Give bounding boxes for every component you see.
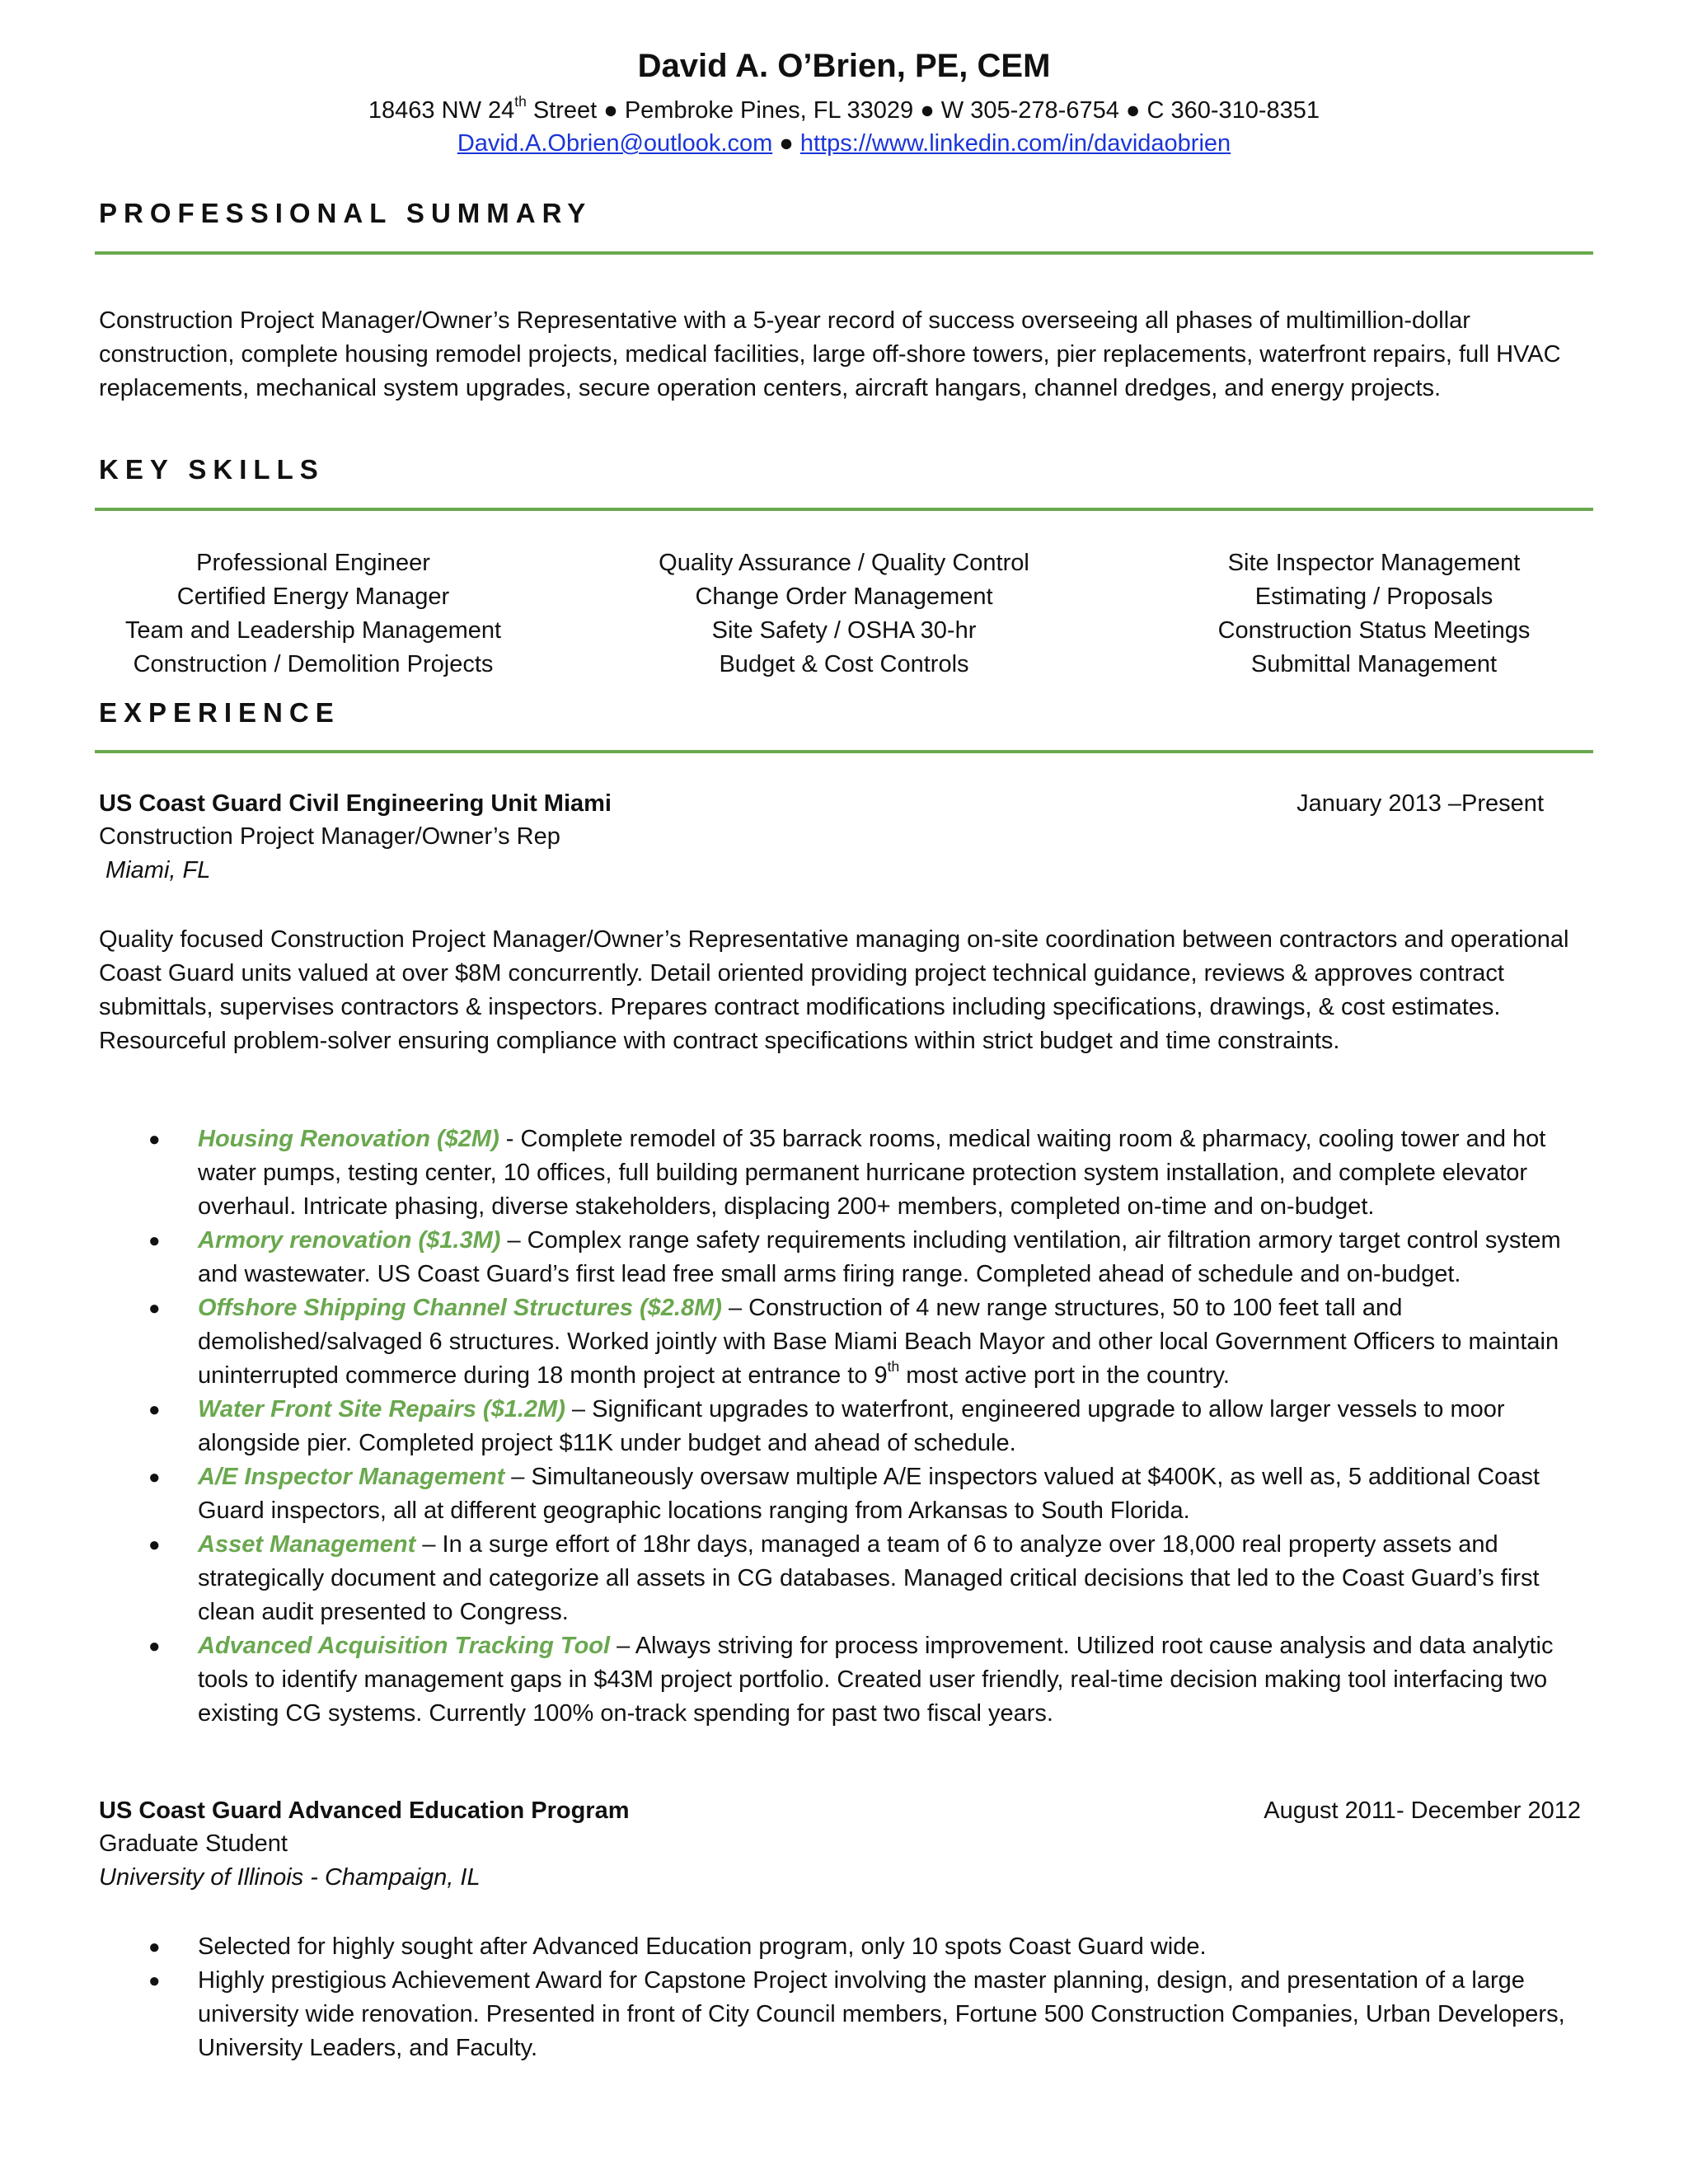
list-item bbox=[99, 1224, 1582, 1291]
bullet-icon: ● bbox=[148, 1936, 161, 1958]
achievement-text: - Complete remodel of 35 barrack rooms, medical waiting room & pharmacy, cooling tower and hot water pumps, testing center, 10 offices, full building permanent hurricane protection system installation, and complete elevator overhaul. Intricate phasing, diverse stakeholders, displacing 200+ members, completed on-time and on-budget. bbox=[198, 1126, 1546, 1220]
resume-name: David A. O’Brien, PE, CEM bbox=[637, 48, 1051, 84]
achievement-heading: Asset Management bbox=[198, 1531, 416, 1558]
job-achievements bbox=[99, 1122, 1582, 1731]
skills-heading: KEY SKILLS bbox=[99, 454, 325, 485]
address-rest: Street ● Pembroke Pines, FL 33029 ● W 305-278-6754 ● C 360-310-8351 bbox=[526, 97, 1320, 124]
achievement-heading: Water Front Site Repairs ($1.2M) bbox=[198, 1396, 565, 1422]
bullet-icon: ● bbox=[148, 1534, 161, 1556]
summary-text: Construction Project Manager/Owner’s Representative with a 5-year record of success overseeing all phases of multimillion-dollar construction, complete housing remodel projects, medical facilities, large off-shore towers, pier replacements, waterfront repairs, full HVAC replacements, mechanical system upgrades, secure operation centers, aircraft hangars, channel dredges, and energy projects. bbox=[99, 307, 1561, 401]
ordinal-suffix: th bbox=[887, 1357, 900, 1375]
achievement-text: – Always striving for process improvement. Utilized root cause analysis and data analytic tools to identify management gaps in $43M project portfolio. Created user friendly, real-time decision making tool interfacing two existing CG systems. Currently 100% on-track spending for past two fiscal years. bbox=[198, 1633, 1554, 1727]
job-achievements bbox=[99, 1930, 1582, 2065]
skill-item: Construction / Demolition Projects bbox=[133, 651, 494, 677]
achievement-text: – Simultaneously oversaw multiple A/E inspectors valued at $400K, as well as, 5 additional Coast Guard inspectors, all at different geographic locations ranging from Arkansas to South Florida. bbox=[198, 1464, 1540, 1524]
bullet-icon: ● bbox=[148, 1128, 161, 1151]
achievement-text-tail: most active port in the country. bbox=[899, 1362, 1230, 1389]
achievement-heading: Offshore Shipping Channel Structures ($2.8M) bbox=[198, 1295, 722, 1321]
skill-item: Change Order Management bbox=[695, 583, 993, 610]
achievement-heading: Housing Renovation ($2M) bbox=[198, 1126, 499, 1152]
job-title: Graduate Student bbox=[99, 1830, 288, 1857]
skill-item: Site Inspector Management bbox=[1227, 550, 1521, 576]
experience-heading: EXPERIENCE bbox=[99, 697, 340, 728]
linkedin-link[interactable]: https://www.linkedin.com/in/davidaobrien bbox=[799, 130, 1231, 157]
list-item bbox=[99, 1930, 1582, 1964]
skills-column-3 bbox=[1176, 546, 1572, 682]
skill-item: Site Safety / OSHA 30-hr bbox=[711, 617, 977, 644]
job-title: Construction Project Manager/Owner’s Rep bbox=[99, 823, 560, 850]
achievement-text: – Complex range safety requirements including ventilation, air filtration armory target control system and wastewater. US Coast Guard’s first lead free small arms firing range. Completed ahead of schedule and on-budget. bbox=[198, 1227, 1561, 1287]
achievement-text: Highly prestigious Achievement Award for Capstone Project involving the master planning, design, and presentation of a large university wide renovation. Presented in front of City Council members, Fortune 500 Construction Companies, Urban Developers, University Leaders, and Faculty. bbox=[198, 1967, 1565, 2061]
links-separator: ● bbox=[772, 130, 800, 157]
skill-item: Quality Assurance / Quality Control bbox=[659, 550, 1029, 576]
skills-divider bbox=[95, 508, 1593, 511]
bullet-icon: ● bbox=[148, 1970, 161, 1992]
summary-divider bbox=[95, 251, 1593, 255]
list-item bbox=[99, 1122, 1582, 1224]
bullet-icon: ● bbox=[148, 1466, 161, 1488]
skill-item: Estimating / Proposals bbox=[1254, 583, 1493, 610]
skills-column-2 bbox=[613, 546, 1075, 682]
list-item bbox=[99, 1393, 1582, 1460]
skill-item: Construction Status Meetings bbox=[1217, 617, 1531, 644]
skill-item: Team and Leadership Management bbox=[124, 617, 502, 644]
list-item bbox=[99, 1528, 1582, 1629]
job-dates: January 2013 –Present bbox=[1296, 790, 1544, 817]
job-location: Miami, FL bbox=[99, 857, 211, 883]
job-organization: US Coast Guard Civil Engineering Unit Miami bbox=[99, 790, 612, 817]
achievement-heading: A/E Inspector Management bbox=[198, 1464, 505, 1490]
bullet-icon: ● bbox=[148, 1635, 161, 1657]
address-street: 18463 NW 24 bbox=[368, 97, 515, 124]
experience-divider bbox=[95, 750, 1593, 753]
address-ordinal: th bbox=[514, 92, 527, 110]
list-item bbox=[99, 1964, 1582, 2065]
email-link[interactable]: David.A.Obrien@outlook.com bbox=[457, 130, 773, 157]
job-dates: August 2011- December 2012 bbox=[1264, 1797, 1581, 1824]
achievement-text: – Construction of 4 new range structures, 50 to 100 feet tall and demolished/salvaged 6 structures. Worked jointly with Base Miami Beach Mayor and other local Government Officers to maintain uninterrupted commerce during 18 month project at entrance to 9 bbox=[198, 1295, 1559, 1389]
bullet-icon: ● bbox=[148, 1230, 161, 1252]
list-item bbox=[99, 1460, 1582, 1528]
job-description: Quality focused Construction Project Manager/Owner’s Representative managing on-site coordination between contractors and operational Coast Guard units valued at over $8M concurrently. Detail oriented providing project technical guidance, reviews & approves contract submittals, supervises contractors & inspectors. Prepares contract modifications including specifications, drawings, & cost estimates. Resourceful problem-solver ensuring compliance with contract specifications within strict budget and time constraints. bbox=[99, 926, 1569, 1054]
summary-heading: PROFESSIONAL SUMMARY bbox=[99, 198, 593, 228]
achievement-heading: Advanced Acquisition Tracking Tool bbox=[198, 1633, 611, 1659]
skill-item: Budget & Cost Controls bbox=[719, 651, 969, 677]
job-organization: US Coast Guard Advanced Education Program bbox=[99, 1797, 630, 1824]
contact-line bbox=[0, 92, 1688, 124]
skill-item: Submittal Management bbox=[1250, 651, 1498, 677]
list-item bbox=[99, 1629, 1582, 1731]
achievement-text: Selected for highly sought after Advanced Education program, only 10 spots Coast Guard wide. bbox=[198, 1933, 1207, 1960]
achievement-text: – Significant upgrades to waterfront, engineered upgrade to allow larger vessels to moor alongside pier. Completed project $11K under budget and ahead of schedule. bbox=[198, 1396, 1505, 1456]
skills-column-1 bbox=[99, 546, 528, 682]
job-location: University of Illinois - Champaign, IL bbox=[99, 1864, 481, 1891]
links-line bbox=[0, 130, 1688, 157]
achievement-heading: Armory renovation ($1.3M) bbox=[198, 1227, 501, 1254]
skill-item: Professional Engineer bbox=[196, 550, 430, 576]
bullet-icon: ● bbox=[148, 1297, 161, 1319]
achievement-text: – In a surge effort of 18hr days, managed a team of 6 to analyze over 18,000 real property assets and strategically document and categorize all assets in CG databases. Managed critical decisions that led to the Coast Guard’s first clean audit presented to Congress. bbox=[198, 1531, 1540, 1625]
bullet-icon: ● bbox=[148, 1399, 161, 1421]
list-item bbox=[99, 1291, 1582, 1393]
skill-item: Certified Energy Manager bbox=[176, 583, 450, 610]
